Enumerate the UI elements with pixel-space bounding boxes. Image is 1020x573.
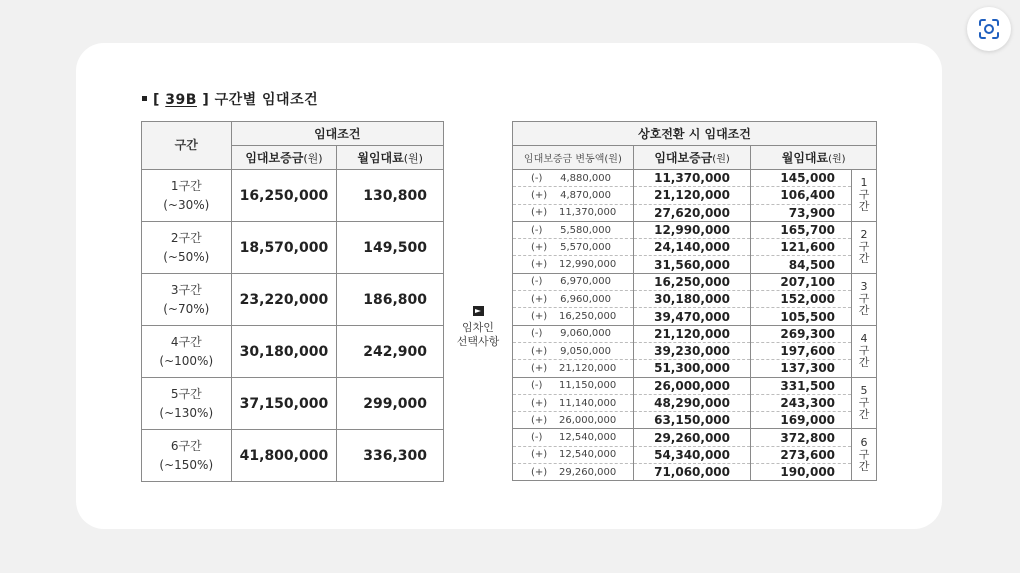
change-cell: (-) 9,060,000 xyxy=(513,325,634,342)
change-cell: (+) 6,960,000 xyxy=(513,291,634,308)
conv-rent-cell: 106,400 xyxy=(751,187,852,204)
scan-text-icon xyxy=(978,18,1000,40)
conv-rent-cell: 169,000 xyxy=(751,412,852,429)
conv-rent-cell: 207,100 xyxy=(751,273,852,290)
heading-title: ] 구간별 임대조건 xyxy=(202,92,319,108)
conv-deposit-cell: 24,140,000 xyxy=(633,239,751,256)
conv-rent-cell: 331,500 xyxy=(751,377,852,394)
change-cell: (+) 11,140,000 xyxy=(513,394,634,411)
col-group: 임대조건 xyxy=(231,122,443,146)
change-cell: (-) 11,150,000 xyxy=(513,377,634,394)
table-row xyxy=(513,187,877,204)
rent-cell: 299,000 xyxy=(337,378,444,430)
group-label: 4 구 간 xyxy=(852,325,877,377)
col-conv-rent: 월임대료(원) xyxy=(751,146,877,170)
table-row xyxy=(142,326,444,378)
rent-cell: 130,800 xyxy=(337,170,444,222)
table-row xyxy=(142,430,444,482)
table-row xyxy=(513,394,877,411)
conv-deposit-cell: 39,230,000 xyxy=(633,342,751,359)
conv-deposit-cell: 71,060,000 xyxy=(633,464,751,481)
conv-rent-cell: 137,300 xyxy=(751,360,852,377)
table-row xyxy=(513,204,877,221)
table-row xyxy=(142,222,444,274)
rent-cell: 149,500 xyxy=(337,222,444,274)
option-label: 선택사항 xyxy=(456,335,500,348)
conv-deposit-cell: 48,290,000 xyxy=(633,394,751,411)
table-row xyxy=(513,170,877,187)
table-row xyxy=(513,221,877,238)
conv-deposit-cell: 27,620,000 xyxy=(633,204,751,221)
conv-deposit-cell: 31,560,000 xyxy=(633,256,751,273)
table-row xyxy=(513,239,877,256)
section-cell: 6구간 (~150%) xyxy=(142,430,232,482)
rent-cell: 186,800 xyxy=(337,274,444,326)
table-row xyxy=(513,412,877,429)
table-row xyxy=(513,377,877,394)
conv-deposit-cell: 16,250,000 xyxy=(633,273,751,290)
conv-rent-cell: 165,700 xyxy=(751,221,852,238)
col-deposit-change: 임대보증금 변동액(원) xyxy=(513,146,634,170)
rent-cell: 242,900 xyxy=(337,326,444,378)
rent-cell: 336,300 xyxy=(337,430,444,482)
change-cell: (+) 11,370,000 xyxy=(513,204,634,221)
section-cell: 5구간 (~130%) xyxy=(142,378,232,430)
change-cell: (+) 26,000,000 xyxy=(513,412,634,429)
table-row xyxy=(142,378,444,430)
deposit-cell: 16,250,000 xyxy=(231,170,337,222)
conv-rent-cell: 105,500 xyxy=(751,308,852,325)
heading-bracket-open: [ xyxy=(153,92,160,108)
conv-rent-cell: 121,600 xyxy=(751,239,852,256)
table-row xyxy=(513,446,877,463)
table-row xyxy=(513,256,877,273)
tenant-option-note xyxy=(454,306,502,349)
scan-text-button[interactable] xyxy=(967,7,1011,51)
group-label: 1 구 간 xyxy=(852,170,877,222)
deposit-cell: 37,150,000 xyxy=(231,378,337,430)
section-cell: 4구간 (~100%) xyxy=(142,326,232,378)
change-cell: (+) 4,870,000 xyxy=(513,187,634,204)
group-label: 3 구 간 xyxy=(852,273,877,325)
col-rent: 월임대료(원) xyxy=(337,146,444,170)
change-cell: (+) 29,260,000 xyxy=(513,464,634,481)
table-row xyxy=(142,274,444,326)
arrow-right-icon xyxy=(473,306,484,316)
col-section: 구간 xyxy=(142,122,232,170)
conv-deposit-cell: 29,260,000 xyxy=(633,429,751,446)
conv-deposit-cell: 21,120,000 xyxy=(633,187,751,204)
table-row xyxy=(513,429,877,446)
table-row xyxy=(513,342,877,359)
unit-type: 39B xyxy=(165,92,197,108)
section-cell: 2구간 (~50%) xyxy=(142,222,232,274)
table-row xyxy=(513,273,877,290)
deposit-cell: 23,220,000 xyxy=(231,274,337,326)
change-cell: (+) 9,050,000 xyxy=(513,342,634,359)
change-cell: (+) 5,570,000 xyxy=(513,239,634,256)
table-row xyxy=(513,464,877,481)
conv-rent-cell: 152,000 xyxy=(751,291,852,308)
change-cell: (+) 21,120,000 xyxy=(513,360,634,377)
change-cell: (-) 4,880,000 xyxy=(513,170,634,187)
change-cell: (-) 6,970,000 xyxy=(513,273,634,290)
change-cell: (-) 5,580,000 xyxy=(513,221,634,238)
conv-deposit-cell: 26,000,000 xyxy=(633,377,751,394)
section-heading xyxy=(142,89,318,109)
deposit-cell: 41,800,000 xyxy=(231,430,337,482)
col-deposit: 임대보증금(원) xyxy=(231,146,337,170)
table-row xyxy=(513,360,877,377)
group-label: 2 구 간 xyxy=(852,221,877,273)
section-cell: 1구간 (~30%) xyxy=(142,170,232,222)
section-cell: 3구간 (~70%) xyxy=(142,274,232,326)
conv-rent-cell: 372,800 xyxy=(751,429,852,446)
table-row xyxy=(513,325,877,342)
conv-rent-cell: 73,900 xyxy=(751,204,852,221)
conversion-table xyxy=(512,121,877,481)
document-card xyxy=(76,43,942,529)
conv-deposit-cell: 51,300,000 xyxy=(633,360,751,377)
table-row xyxy=(142,170,444,222)
group-label: 5 구 간 xyxy=(852,377,877,429)
col-conv-deposit: 임대보증금(원) xyxy=(633,146,751,170)
conv-deposit-cell: 30,180,000 xyxy=(633,291,751,308)
change-cell: (-) 12,540,000 xyxy=(513,429,634,446)
conv-rent-cell: 243,300 xyxy=(751,394,852,411)
bullet-icon xyxy=(142,96,147,101)
change-cell: (+) 12,990,000 xyxy=(513,256,634,273)
table-row xyxy=(513,308,877,325)
conv-deposit-cell: 63,150,000 xyxy=(633,412,751,429)
conv-rent-cell: 145,000 xyxy=(751,170,852,187)
conv-rent-cell: 197,600 xyxy=(751,342,852,359)
conv-deposit-cell: 54,340,000 xyxy=(633,446,751,463)
conv-rent-cell: 190,000 xyxy=(751,464,852,481)
rental-conditions-table xyxy=(141,121,444,482)
conv-rent-cell: 269,300 xyxy=(751,325,852,342)
conv-deposit-cell: 39,470,000 xyxy=(633,308,751,325)
table-row xyxy=(513,291,877,308)
tenant-label: 임차인 xyxy=(462,321,494,334)
conversion-title: 상호전환 시 임대조건 xyxy=(513,122,877,146)
change-cell: (+) 12,540,000 xyxy=(513,446,634,463)
conv-deposit-cell: 21,120,000 xyxy=(633,325,751,342)
conv-deposit-cell: 12,990,000 xyxy=(633,221,751,238)
deposit-cell: 18,570,000 xyxy=(231,222,337,274)
group-label: 6 구 간 xyxy=(852,429,877,481)
conv-rent-cell: 273,600 xyxy=(751,446,852,463)
change-cell: (+) 16,250,000 xyxy=(513,308,634,325)
deposit-cell: 30,180,000 xyxy=(231,326,337,378)
conv-deposit-cell: 11,370,000 xyxy=(633,170,751,187)
conv-rent-cell: 84,500 xyxy=(751,256,852,273)
